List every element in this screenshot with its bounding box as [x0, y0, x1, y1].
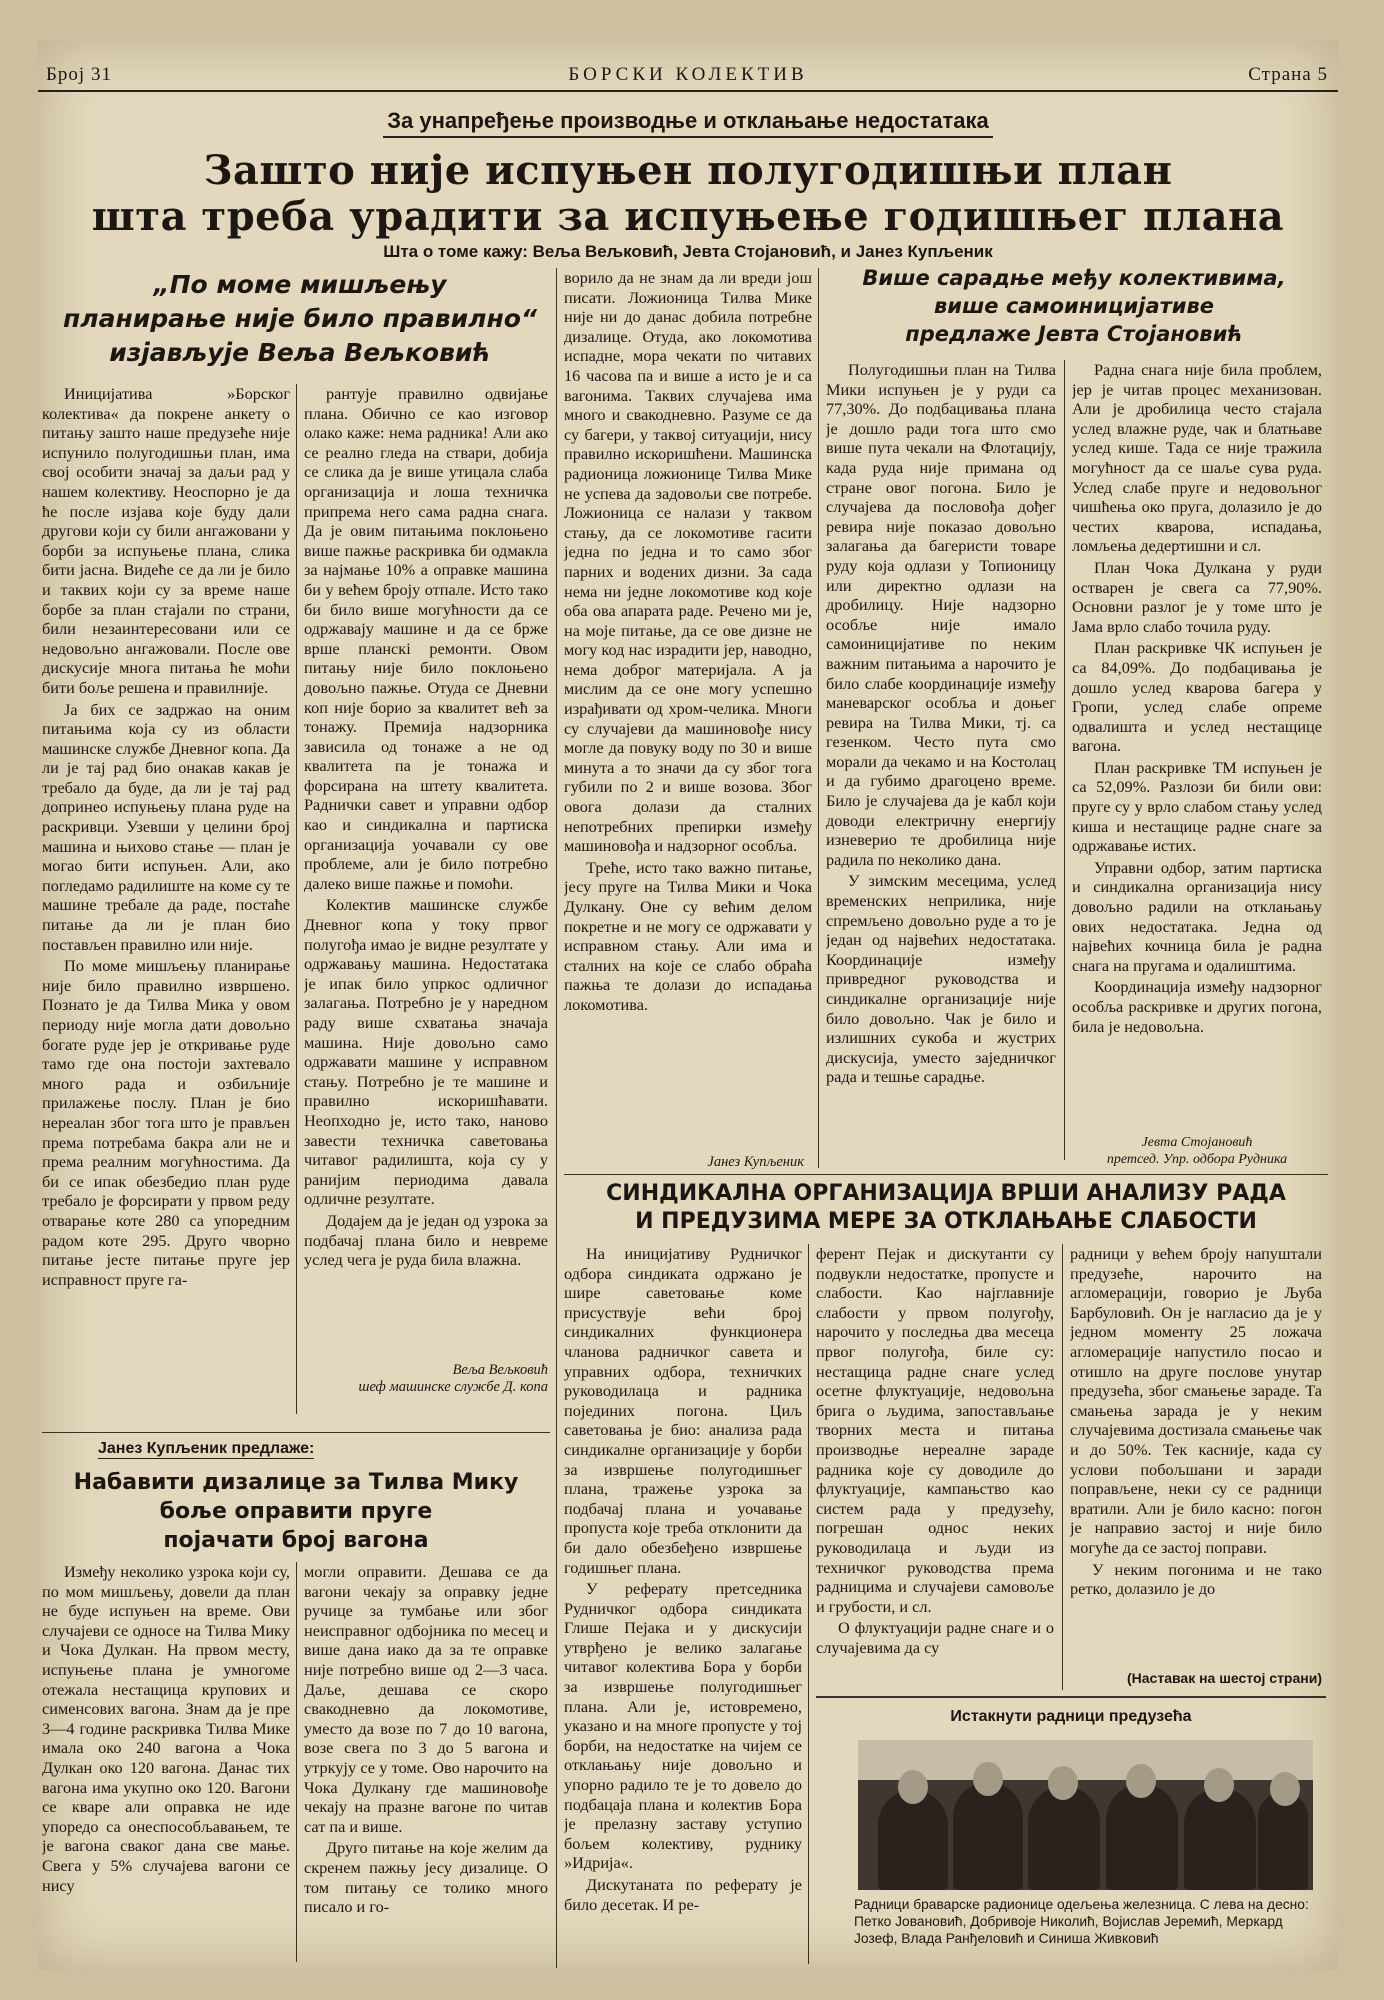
headline-line-1: Зашто није испуњен полугодишњи план: [203, 147, 1173, 194]
photo-caption: Радници браварске радионице одељења железница. С лева на десно: Петко Јовановић, Добривоје Николић, Војислав Јеремић, Меркард Јозеф, Влада Ранђеловић и Синиша Живковић: [854, 1897, 1309, 1946]
article2-signature: Јанез Купљеник: [707, 1154, 804, 1170]
photo-box-title: Истакнути радници предузећа: [950, 1708, 1192, 1725]
column-rule: [808, 1244, 809, 1964]
issue-number: Број 31: [46, 64, 112, 85]
article3-title: Више сарадње међу колективима, више самоиницијативе предлаже Јевта Стојановић: [862, 266, 1286, 346]
masthead: [38, 60, 1338, 92]
article3-column-2: Радна снага није била проблем, јер је читав процес механизован. Али је дробилица често стајала услед влажне руде, чак и блатњаве услед кише. Тада се није тражила могућност да се шаље сува руда. Услед слабе пруге и недовољног чишћења око пруга, долазило је до честих кварова, испадања, ломљења дедертишни и сл. План Чока Дулкана у руди остварен је свега са 77,90%. Основни разлог је у томе што је Јама врло слабо точила руду. План раскривке ЧК испуњен је са 84,09%. До подбацивања је дошло услед кварова багера у Гропи, услед слабе опреме одвалишта и услед нестащице вагона. План раскривке ТМ испуњен је са 52,09%. Разлози би били ови: пруге су у врло слабом стању услед киша и нестащице радне снаге за одржавање истих. Управни одбор, затим партиска и синдикална организација нису довољно радили на отклањању ових недостатака. Једна од највећих кочница била је радна снага на пругама и одалиштима. Координација између надзорног особља раскривке и других погона, била је недовољна.: [1072, 360, 1322, 1036]
section-rule: [564, 1174, 1328, 1175]
article1-signature: Веља Вељковић шеф машинске службе Д. копа: [358, 1362, 548, 1395]
column-rule: [1062, 1244, 1063, 1690]
article2-column: ворило да не знам да ли вреди још писати. Ложионица Тилва Мике није ни до данас добила потребне дизалице. Отуда, ако локомотива испадне, мора чекати по читавих 16 часова па и више а исто је и са вагонима. Таквих случајева има много и свакодневно. Разуме се да су багери, у таквој ситуацији, нису правилно искоришћени. Машинска радионица ложионице Тилва Мике не успева да задовољи све потребе. Ложионица се налази у таквом стању, да се локомотиве гасити једна по једна и то само због парних и водених дизни. За сада нема ни једне локомотиве код које оба ова апарата раде. Речено ми је, на моје питање, да се ове дизне не могу код нас израдити јер, наводно, нема доброг материјала. А ја мислим да се оне могу успешно израђивати од хром-челика. Многи су случајеви да машиновође нису могле да повуку воду по 30 и више минута а то значи да су због тога губили по 2 и више возова. Због овога долази да сталних непотребних препирки између машиновођа и надзорног особља. Треће, исто тако важно питање, јесу пруге на Тилва Мики и Чока Дулкану. Оне су већим делом покретне и не могу се одржавати у исправном стању. Али има и сталних на које се слабо обраћа пажња те долази до испадања локомотива.: [564, 268, 812, 1014]
section-rule: [816, 1696, 1326, 1698]
workers-photo: [858, 1740, 1313, 1890]
article4-kicker: Јанез Купљеник предлаже:: [98, 1440, 315, 1457]
main-headline: [48, 148, 1328, 240]
article4-title: Набавити дизалице за Тилва Мику боље оправити пруге појачати број вагона: [73, 1470, 519, 1553]
article5-column-3: радници у већем броју напуштали предузеће, нарочито на агломерацији, говорио је Љуба Барбуловић. Он је нагласио да је у једном моменту 25 ложача агломерације напустило посао и отишло на друге послове унутар предузећа, због смањење зараде. Та смањења зарада је у неким случајевима достизала смањење чак и до 50%. Тек касније, када су услови побољшани и заради поправљене, неки су се радници вратили. Али је било касно: погон је направио застој и није било могуће да се застој поправи. У неким погонима и не тако ретко, долазило је до: [1070, 1244, 1322, 1599]
section-rule: [42, 1432, 550, 1433]
headline-line-2: шта треба урадити за испуњење годишњег плана: [91, 193, 1285, 240]
newspaper-title: БОРСКИ КОЛЕКТИВ: [568, 64, 808, 85]
column-rule: [556, 268, 557, 1968]
column-rule: [818, 268, 819, 1168]
article3-column-1: Полугодишњи план на Тилва Мики испуњен је у руди са 77,30%. До подбацивања плана је дошло ради тога што смо више пута чекали на Флотацију, када руда није примана од стране овог погона. Било је случајева да пословођа дођег ревира није показао довољно залагања да багеристи товаре руду која одлази у Топионицу или директно одлази на дробилицу. Није надзорно особље није имало самоиницијативе по неким важним питањима а нарочито је било слабе координације између маневарског особља и доњег ревира на Тилва Мики, тј. са гезенком. Често пута смо морали да чекамо и на Костолац и да губимо драгоцено време. Било је случајева да је кабл који доводи електричну енергију изневерио те дробилица није радила по неколико дана. У зимским месецима, услед временских неприлика, није спремљено довољно руде а то је један од највећих недостатака. Координације између привредног руководства и синдикалне организације није било довољно. Чак је било и излишних сукоба и жустрих дискусија, уместо заједничког рада и тешње сарадње.: [826, 360, 1056, 1087]
article3-signature: Јевта Стојановић претсед. Упр. одбора Рудника: [1106, 1135, 1288, 1167]
column-rule: [296, 384, 297, 1414]
article5-column-2: ферент Пејак и дискутанти су подвукли недостатке, пропусте и слабости. Као најглавније слабости у првом полугођу, нарочито у последња два месеца првог полугођа, биле су: нестащица радне снаге услед осетне флуктуације, недовољна брига о људима, запостављање творних места и питања производње нереалне зараде радника које су доводиле до флуктуације, кампањство као систем рада у предузећу, погрешан однос неких руководилаца и људи из техничког руководства према радницима и случајеви самовоље и грубости, и сл. О флуктуацији радне снаге и о случајевима да су: [816, 1244, 1054, 1657]
newspaper-page: [38, 40, 1338, 1970]
section-kicker: За унапређење производње и отклањање недостатака: [38, 108, 1338, 138]
article4-column-2: могли оправити. Дешава се да вагони чекају за оправку једне ручице за тумбање или због неисправног одбојника по месец и више дана иако да за те оправке није потребно више од 2—3 часа. Даље, дешава се скоро свакодневно да локомотиве, уместо да возе по 7 до 10 вагона, возе свега по 3 до 5 вагона и утркују се у томе. Ово нарочито на Чока Дулкану где машиновође чекају на празне вагоне по читав сат па и више. Друго питање на које желим да скренем пажњу јесу дизалице. О том питању се толико много писало и го-: [304, 1562, 548, 1917]
page-number: Страна 5: [1248, 64, 1328, 85]
continued-note: (Наставак на шестој страни): [1127, 1670, 1322, 1686]
column-rule: [1064, 360, 1065, 1160]
article1-title: „По моме мишљењу планирање није било правилно“ изјављује Веља Вељковић: [63, 270, 537, 367]
article1-column-1: Иницијатива »Борског колектива« да покрене анкету о питању зашто наше предузеће није испунило полугодишњи план, има свој особити значај за даљи рад у нашем колективу. Неоспорно је да ће после изјава које буду дали другови који су били ангажовани у борби за испуњење плана, слика бити јасна. Видеће се да ли је било и таквих који су за време наше борбе за план стајали по страни, били незаинтересовани или се недовољно ангажовали. После ове дискусије многа питања ће моћи бити боље решена и правилније. Ја бих се задржао на оним питањима која су из области машинске службе Дневног копа. Да ли је тај рад био онакав какав је требало да буде, да ли је тај рад допринео испуњењу плана руде на раскривци. Узевши у целини број машина и њихово стање — план је могао бити испуњен. Али, ако погледамо радилиште на коме су те машине требале да раде, постаће питање да ли је план био постављен правилно или није. По моме мишљењу планирање није било правилно извршено. Познато је да Тилва Мика у овом периоду није могла дати довољно богате руде јер је откривање руде тамо где она постоји захтевало много рада и озбиљније прилажење послу. План је био нереалан због тога што је прављен према потребама бакра али не и према реалним могућностима. Да би се ипак обезбедио план руде требало је форсирати у првом реду отварање коте 280 са упоредним радом коте 295. Друго чворно питање јесте питање пруге јер исправност пруге га-: [42, 384, 290, 1289]
article4-column-1: Између неколико узрока који су, по мом мишљењу, довели да план не буде испуњен на време. Ови случајеви се односе на Тилва Мику и Чока Дулкан. На првом месту, испуњење плана је умногоме отежала нестащица крупових и сименсових вагона. Знам да је пре 3—4 године раскривка Тилва Мике имала око 240 вагона а Чока Дулкан око 120 вагона. Данас тих вагона има укупно око 120. Вагони се кваре али оправка не иде упоредо са онеспособљавањем, те је вагона сваког дана све мање. Свега у 5% случајева вагони се нису: [42, 1562, 290, 1895]
column-rule: [296, 1562, 297, 1962]
article5-title: СИНДИКАЛНА ОРГАНИЗАЦИЈА ВРШИ АНАЛИЗУ РАДА И ПРЕДУЗИМА МЕРЕ ЗА ОТКЛАЊАЊЕ СЛАБОСТИ: [606, 1181, 1286, 1234]
article1-column-2: рантује правилно одвијање плана. Обично се као изговор олако каже: нема радника! Али ако се реално гледа на ствари, добија се слика да је више утицала слаба организација и лошa техничка припрема него сама радна снага. Да је овим питањима поклоњено више пажње раскривка би одмакла за најмање 10% а оправке машина би у већем броју отпале. Исто тако би било више могућности да се одржавају машине и да се брже врше планскi ремонти. Овом питању није било поклоњено довољно пажње. Отуда се Дневни коп није борио за квалитет већ за тонажу. Премија надзорника зависила од тонаже а не од квалитета па је тонажа и форсирана на штету квалитета. Раднички савет и управни одбор као и синдикална и партиска организација уочавали су ове проблеме, али је било потребно далеко више пажње и помоћи. Колектив машинске службе Дневног копа у току првог полугођа имао је видне резултате у одржавању машина. Недостатака је ипак било упркос одличног залагања. Потребно је у наредном раду више схватања значаја машина. Није довољно само одржавати машине у исправном стању. Потребно је те машине и правилно искоришћавати. Неопходно је, исто тако, наново завести техничка саветовања читавог радилишта, која су у ранијим периодима давала одличне резултате. Додајем да је један од узрока за подбачај плана било и невреме услед чега је руда била влажна.: [304, 384, 548, 1270]
headline-subline: Шта о томе кажу: Веља Вељковић, Јевта Стојановић, и Јанез Купљеник: [383, 242, 993, 261]
article5-column-1: На иницијативу Рудничког одбора синдиката одржано је шире саветовање коме присуствује већи број синдикалних функционера чланова радничког савета и управних одбора, техничких руководилаца и радника појединих погона. Циљ саветовања је био: анализа рада синдикалне организације у борби за извршење полугодишњег плана, тражење узрока за подбачај плана и уочавање пропуста које треба отклонити да би дало обезбеђено извршење годишњег плана. У реферату претседника Рудничког одбора синдиката Глише Пејака и у дискусији утврђено је велико залагање читавог колектива Бора у борби за извршење полугодишњег плана. Али је, истовремено, указано и на многе пропусте у тој борби, на недостатке на чијем се отклањању није довољно и упорно радило те је то довело до подбацаја плана и колектив Бора је прелазну заставу уступио бољем колективу, руднику »Идрија«. Дискутаната по реферату је било десетак. И ре-: [564, 1244, 802, 1914]
